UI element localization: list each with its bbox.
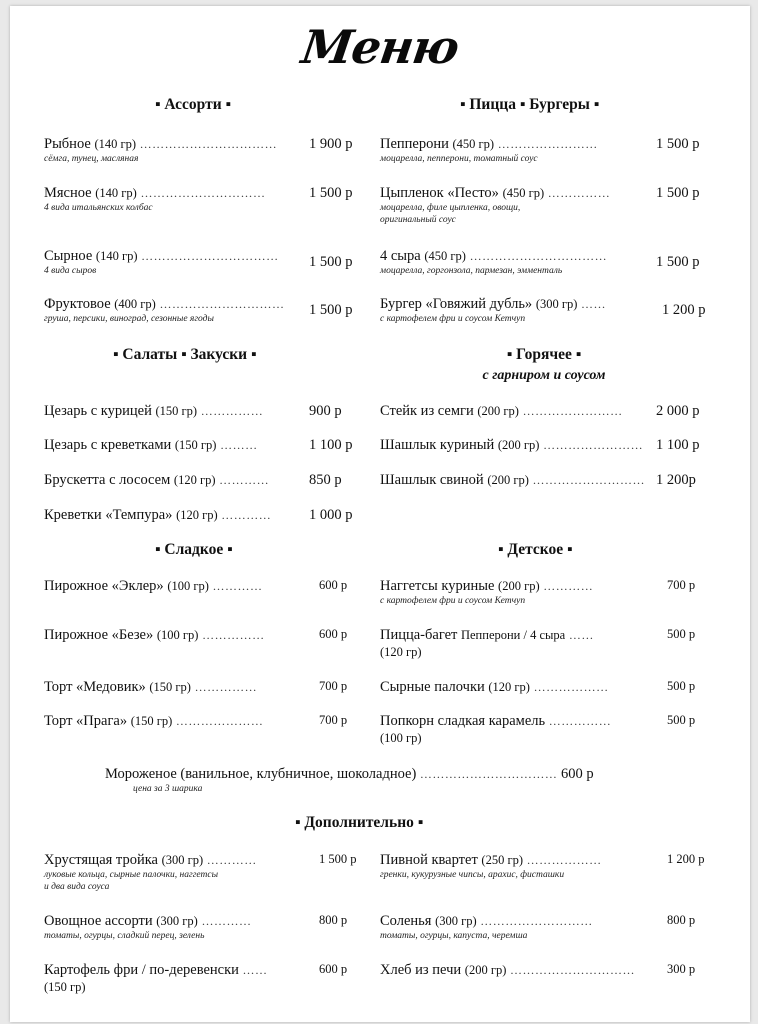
item-weight: (300 гр): [161, 853, 204, 867]
section-heading-sweet: ▪ Сладкое ▪: [155, 541, 233, 558]
item-name: Бургер «Говяжий дубль»: [380, 296, 533, 312]
item-price: 800 р: [319, 913, 348, 927]
item-weight-line2: (100 гр): [380, 731, 422, 745]
menu-item: [44, 962, 268, 996]
item-name: Пивной квартет: [380, 852, 478, 868]
item-weight: (200 гр): [464, 963, 507, 977]
item-weight: Пепперони / 4 сыра: [460, 628, 566, 642]
item-price: 700 р: [319, 713, 348, 727]
item-name: Фруктовое: [44, 296, 111, 312]
item-weight-line2: (120 гр): [380, 645, 422, 659]
item-name: Цезарь с курицей: [44, 403, 152, 419]
item-price: 1 200р: [656, 472, 696, 488]
menu-item: [380, 296, 606, 325]
item-name: Цезарь с креветками: [44, 437, 172, 453]
item-price: 700 р: [667, 578, 696, 592]
item-price: 300 р: [667, 962, 696, 976]
item-weight: (200 гр): [498, 579, 540, 593]
item-name: Креветки «Темпура»: [44, 507, 173, 523]
item-description: томаты, огурцы, капуста, черемша: [380, 931, 528, 941]
item-weight: (300 гр): [156, 914, 198, 928]
menu-item: [380, 578, 593, 607]
item-name: Картофель фри / по-деревенски: [44, 962, 239, 978]
leader-dots: ……………………………: [139, 137, 278, 151]
item-price: 1 500 р: [309, 302, 353, 318]
leader-dots: ……………………: [543, 438, 644, 452]
menu-item: [44, 248, 279, 277]
item-name: Рыбное: [44, 136, 91, 152]
item-name: Пирожное «Безе»: [44, 627, 154, 643]
menu-item: [380, 472, 645, 489]
leader-dots: ……………: [194, 680, 258, 694]
section-heading-extra: ▪ Дополнительно ▪: [295, 814, 424, 831]
menu-item: [380, 627, 594, 661]
item-name: Хлеб из печи: [380, 962, 462, 978]
item-weight: (100 гр): [167, 579, 209, 593]
item-price: 1 100 р: [309, 437, 353, 453]
leader-dots: ……………: [548, 714, 612, 728]
item-weight: (450 гр): [502, 186, 545, 200]
section-heading-hot: [469, 346, 619, 384]
item-name: Пицца-багет: [380, 627, 458, 643]
section-heading-hot-title: ▪ Горячее ▪: [506, 346, 582, 363]
item-weight: (300 гр): [535, 297, 578, 311]
item-price: 1 500 р: [309, 185, 353, 201]
menu-item: [380, 403, 623, 420]
item-weight: (300 гр): [435, 914, 477, 928]
leader-dots: ……………: [200, 404, 264, 418]
menu-item: [44, 913, 251, 942]
menu-item: [44, 627, 265, 644]
menu-item: [44, 296, 284, 325]
section-heading-pizza-burgers: ▪ Пицца ▪ Бургеры ▪: [460, 96, 600, 113]
menu-item: [380, 136, 598, 165]
item-name: Торт «Медовик»: [44, 679, 146, 695]
item-name: Овощное ассорти: [44, 913, 153, 929]
section-heading-assorti: ▪ Ассорти ▪: [155, 96, 232, 113]
item-weight: (140 гр): [95, 186, 137, 200]
item-price: 800 р: [667, 913, 696, 927]
item-price: 1 200 р: [667, 852, 705, 866]
item-description: 4 вида итальянских колбас: [44, 203, 153, 213]
item-weight: (100 гр): [156, 628, 199, 642]
item-price: 1 500 р: [656, 254, 700, 270]
item-description: с картофелем фри и соусом Кетчуп: [380, 596, 526, 606]
item-price: 2 000 р: [656, 403, 700, 419]
leader-dots: …………………………: [140, 186, 266, 200]
item-weight: (150 гр): [130, 714, 173, 728]
menu-item: [380, 713, 611, 747]
item-name: Мясное: [44, 185, 92, 201]
section-heading-salads-snacks: ▪ Салаты ▪ Закуски ▪: [113, 346, 257, 363]
leader-dots: ……: [242, 963, 268, 977]
menu-item: [380, 962, 635, 979]
item-price: 1 500 р: [319, 852, 357, 866]
item-price: 900 р: [309, 403, 342, 419]
item-name: Торт «Прага»: [44, 713, 128, 729]
menu-item: [44, 403, 263, 420]
menu-item: [380, 679, 609, 696]
item-name: Стейк из семги: [380, 403, 474, 419]
item-weight: (450 гр): [424, 249, 466, 263]
leader-dots: ……………………: [497, 137, 598, 151]
item-weight-line2: (150 гр): [44, 980, 86, 994]
item-weight: (140 гр): [95, 249, 138, 263]
leader-dots: …………………………: [159, 297, 285, 311]
item-description: 4 вида сыров: [44, 266, 97, 276]
item-price: 1 000 р: [309, 507, 353, 523]
leader-dots: ……………………………: [419, 767, 558, 781]
item-price: 1 500 р: [309, 254, 353, 270]
leader-dots: …………: [212, 579, 263, 593]
menu-item: [44, 472, 269, 489]
menu-title: Меню: [298, 20, 462, 74]
menu-item: [44, 437, 258, 454]
item-price: 1 900 р: [309, 136, 353, 152]
menu-item: [380, 185, 610, 226]
menu-item: [44, 185, 265, 214]
leader-dots: …………………: [175, 714, 264, 728]
item-price: 600 р: [561, 766, 594, 782]
menu-item: [44, 136, 277, 165]
menu-item: [44, 578, 263, 595]
item-price: 850 р: [309, 472, 342, 488]
leader-dots: ……: [581, 297, 607, 311]
item-name: Хрустящая тройка: [44, 852, 158, 868]
item-price: 1 100 р: [656, 437, 700, 453]
menu-item: [44, 507, 271, 524]
item-description: цена за 3 шарика: [133, 784, 203, 794]
item-description: с картофелем фри и соусом Кетчуп: [380, 314, 526, 324]
leader-dots: …………: [221, 508, 272, 522]
item-price: 600 р: [319, 962, 348, 976]
menu-item: [44, 713, 263, 730]
leader-dots: ………………………: [532, 473, 646, 487]
item-weight: (150 гр): [174, 438, 217, 452]
leader-dots: ……………………: [522, 404, 623, 418]
leader-dots: ………………: [533, 680, 609, 694]
item-price: 600 р: [319, 578, 348, 592]
item-name: Попкорн сладкая карамель: [380, 713, 546, 729]
menu-page: [10, 6, 750, 1022]
item-weight: (150 гр): [155, 404, 198, 418]
item-name: Пирожное «Эклер»: [44, 578, 164, 594]
item-weight: (200 гр): [487, 473, 529, 487]
item-price: 500 р: [667, 627, 696, 641]
item-name: Шашлык куриный: [380, 437, 495, 453]
item-price: 700 р: [319, 679, 348, 693]
item-name: Сырное: [44, 248, 93, 264]
item-weight: (140 гр): [94, 137, 137, 151]
item-name: Пепперони: [380, 136, 449, 152]
menu-item: [380, 852, 602, 881]
leader-dots: ……………: [547, 186, 611, 200]
leader-dots: ………………: [526, 853, 602, 867]
item-price: 500 р: [667, 713, 696, 727]
leader-dots: ………: [220, 438, 258, 452]
item-weight: (450 гр): [452, 137, 495, 151]
item-price: 1 500 р: [656, 136, 700, 152]
item-name: Соленья: [380, 913, 432, 929]
item-weight: (250 гр): [481, 853, 523, 867]
leader-dots: ……: [568, 628, 594, 642]
item-weight: (120 гр): [488, 680, 530, 694]
menu-item: [380, 437, 643, 454]
menu-item: [44, 679, 257, 696]
leader-dots: ……………: [202, 628, 265, 642]
item-price: 600 р: [319, 627, 348, 641]
item-weight: (120 гр): [173, 473, 216, 487]
item-description-line2: оригинальный соус: [380, 215, 456, 225]
item-name: 4 сыра: [380, 248, 421, 264]
item-name: Сырные палочки: [380, 679, 485, 695]
menu-item: [380, 913, 593, 942]
item-description: моцарелла, филе цыпленка, овощи,: [380, 203, 521, 213]
leader-dots: ……………………………: [141, 249, 279, 263]
leader-dots: …………………………: [509, 963, 635, 977]
item-description: томаты, огурцы, сладкий перец, зелень: [44, 931, 205, 941]
item-name: Шашлык свиной: [380, 472, 484, 488]
item-description: луковые кольца, сырные палочки, наггетсы: [44, 870, 218, 880]
leader-dots: ……………………………: [469, 249, 608, 263]
item-name: Брускетта с лососем: [44, 472, 171, 488]
item-weight: (150 гр): [149, 680, 191, 694]
menu-item-icecream: [105, 766, 594, 795]
section-heading-hot-subtitle: с гарниром и соусом: [482, 368, 606, 383]
menu-item: [44, 852, 257, 893]
item-description: груша, персики, виноград, сезонные ягоды: [44, 314, 214, 324]
item-price: 500 р: [667, 679, 696, 693]
leader-dots: …………: [543, 579, 594, 593]
leader-dots: …………: [206, 853, 257, 867]
item-price: 1 200 р: [662, 302, 706, 318]
item-weight: (400 гр): [114, 297, 156, 311]
section-heading-kids: ▪ Детское ▪: [498, 541, 573, 558]
item-description: моцарелла, пепперони, томатный соус: [380, 154, 538, 164]
leader-dots: ………………………: [480, 914, 593, 928]
item-description: гренки, кукурузные чипсы, арахис, фисташки: [380, 870, 565, 880]
menu-item: [380, 248, 607, 277]
item-weight: (200 гр): [497, 438, 540, 452]
item-weight: (200 гр): [477, 404, 519, 418]
leader-dots: …………: [219, 473, 270, 487]
item-name: Наггетсы куриные: [380, 578, 495, 594]
leader-dots: …………: [201, 914, 252, 928]
item-name: Цыпленок «Песто»: [380, 185, 499, 201]
item-description: моцарелла, горгонзола, пармезан, эмменталь: [380, 266, 563, 276]
item-description: сёмга, тунец, масляная: [44, 154, 139, 164]
item-name: Мороженое (ванильное, клубничное, шоколадное): [105, 766, 417, 782]
item-price: 1 500 р: [656, 185, 700, 201]
item-description-line2: и два вида соуса: [44, 882, 110, 892]
item-weight: (120 гр): [176, 508, 218, 522]
